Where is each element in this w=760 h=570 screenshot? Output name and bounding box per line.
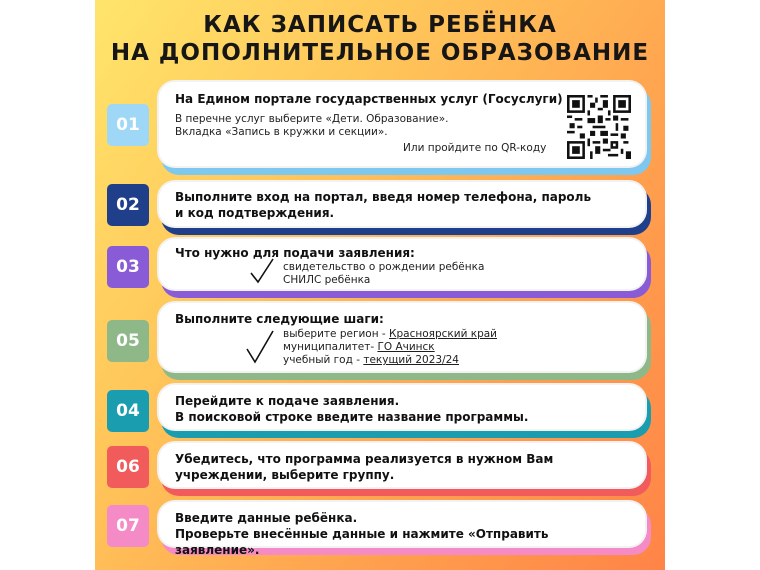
step-01-badge: [107, 104, 149, 146]
step-04-card: [157, 383, 647, 431]
title-line-2: НА ДОПОЛНИТЕЛЬНОЕ ОБРАЗОВАНИЕ: [110, 40, 650, 66]
step-05-heading: Выполните следующие шаги:: [175, 312, 384, 326]
qr-note: Или пройдите по QR-коду: [403, 142, 547, 154]
step-number: 07: [116, 516, 140, 536]
step-number: 06: [116, 457, 140, 477]
step-05-card: [157, 301, 647, 373]
step-number: 04: [116, 401, 140, 421]
region-label: выберите регион -: [283, 328, 390, 340]
step-number: 02: [116, 195, 140, 215]
checkmark-icon: [249, 257, 275, 285]
step-02-card: [157, 180, 647, 228]
step-06-heading-1: Убедитесь, что программа реализуется в нужном Вам: [175, 452, 554, 466]
step-04-heading-2: В поисковой строке введите название программы.: [175, 410, 529, 424]
step-07-card: [157, 500, 647, 557]
step-07-heading-2: Проверьте внесённые данные и нажмите «Отправить заявление».: [175, 527, 549, 557]
step-01-card: [157, 80, 647, 168]
step-03-heading: Что нужно для подачи заявления:: [175, 246, 415, 260]
school-year-link[interactable]: текущий 2023/24: [363, 354, 459, 366]
school-year-label: учебный год -: [283, 354, 364, 366]
municipality-link[interactable]: ГО Ачинск: [377, 341, 435, 353]
step-01-line-2: Вкладка «Запись в кружки и секции».: [175, 126, 388, 138]
step-04-badge: [107, 390, 149, 432]
step-03-item-2: СНИЛС ребёнка: [283, 274, 371, 286]
step-01-heading: На Едином портале государственных услуг (Госуслуги): [175, 92, 563, 106]
municipality-label: муниципалитет-: [283, 341, 378, 353]
step-07-heading-1: Введите данные ребёнка.: [175, 511, 358, 525]
step-03-item-1: свидетельство о рождении ребёнка: [283, 261, 485, 273]
title-line-1: КАК ЗАПИСАТЬ РЕБЁНКА: [203, 12, 557, 38]
step-number: 01: [116, 115, 140, 135]
qr-code-icon[interactable]: [567, 95, 631, 159]
step-03-card: [157, 237, 647, 291]
step-04-heading-1: Перейдите к подаче заявления.: [175, 394, 400, 408]
checkmark-icon: [245, 329, 275, 365]
step-02-heading-1: Выполните вход на портал, введя номер телефона, пароль: [175, 190, 592, 204]
step-01-line-1: В перечне услуг выберите «Дети. Образование».: [175, 113, 449, 125]
infographic-poster: [95, 0, 665, 570]
step-05-badge: [107, 320, 149, 362]
step-06-badge: [107, 446, 149, 488]
step-06-heading-2: учреждении, выберите группу.: [175, 468, 395, 482]
step-02-heading-2: и код подтверждения.: [175, 206, 335, 220]
step-06-card: [157, 441, 647, 489]
step-number: 05: [116, 331, 140, 351]
step-07-badge: [107, 505, 149, 547]
step-03-badge: [107, 246, 149, 288]
region-link[interactable]: Красноярский край: [389, 328, 498, 340]
step-number: 03: [116, 257, 140, 277]
step-02-badge: [107, 184, 149, 226]
